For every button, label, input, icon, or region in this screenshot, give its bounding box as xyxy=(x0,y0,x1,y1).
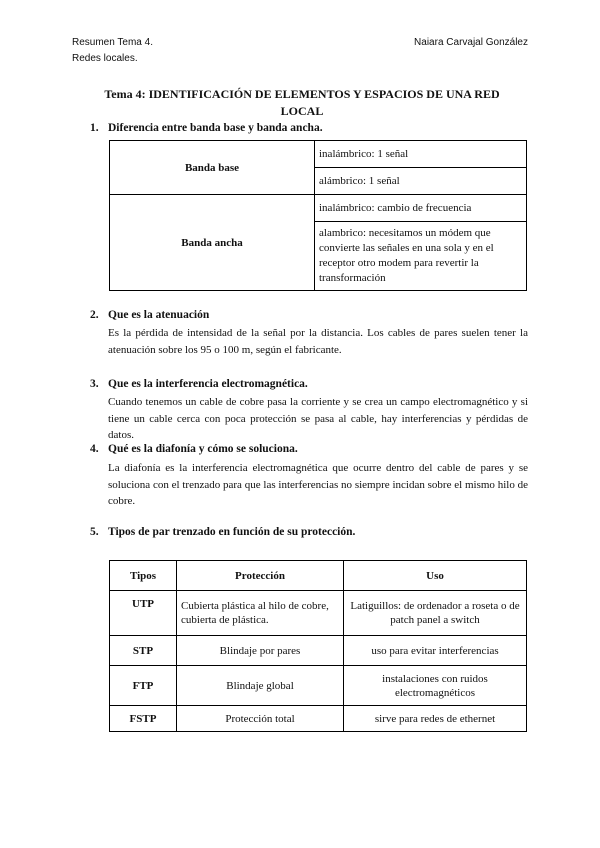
table-header-row xyxy=(110,561,527,591)
section-number: 3. xyxy=(90,378,99,390)
header-author: Naiara Carvajal González xyxy=(414,37,528,48)
section-3-text: Cuando tenemos un cable de cobre pasa la corriente y se crea un campo electromagnético y si tiene un cable cerca con poca protección se pasa al cable, hay interferencias y pérdidas de datos. xyxy=(108,396,528,441)
proteccion-cell: Blindaje global xyxy=(177,666,344,706)
section-title: Que es la atenuación xyxy=(108,309,210,321)
column-header: Uso xyxy=(344,561,527,591)
section-title: Tipos de par trenzado en función de su protección. xyxy=(108,526,356,538)
tipo-cell: STP xyxy=(110,636,177,666)
section-1-heading xyxy=(90,122,323,134)
section-4-text: La diafonía es la interferencia electromagnética que ocurre dentro del cable de pares y se soluciona con el trenzado para que las interferencias no siempre incidan sobre el mismo hilo de cobre. xyxy=(108,462,528,507)
proteccion-cell: Cubierta plástica al hilo de cobre, cubierta de plástica. xyxy=(177,591,344,636)
section-number: 5. xyxy=(90,526,99,538)
table-row xyxy=(110,706,527,732)
table-row xyxy=(110,666,527,706)
table-row xyxy=(110,195,527,222)
banda-ancha-label: Banda ancha xyxy=(110,195,315,291)
table-row xyxy=(110,591,527,636)
section-number: 1. xyxy=(90,122,99,134)
par-trenzado-table xyxy=(109,560,527,732)
column-header: Protección xyxy=(177,561,344,591)
banda-base-item: inalámbrico: 1 señal xyxy=(315,141,527,168)
section-number: 2. xyxy=(90,309,99,321)
section-number: 4. xyxy=(90,443,99,455)
section-2-text: Es la pérdida de intensidad de la señal por la distancia. Los cables de pares suelen tener la atenuación sobre los 95 o 100 m, según el fabricante. xyxy=(108,327,528,356)
column-header: Tipos xyxy=(110,561,177,591)
section-2-heading xyxy=(90,309,209,321)
section-title: Diferencia entre banda base y banda ancha. xyxy=(108,122,323,134)
table-row xyxy=(110,636,527,666)
section-title: Que es la interferencia electromagnética. xyxy=(108,378,308,390)
section-title: Qué es la diafonía y cómo se soluciona. xyxy=(108,443,298,455)
header-left-line1: Resumen Tema 4. xyxy=(72,37,153,48)
proteccion-cell: Blindaje por pares xyxy=(177,636,344,666)
banda-table xyxy=(109,140,527,291)
uso-cell: sirve para redes de ethernet xyxy=(344,706,527,732)
header-left-line2: Redes locales. xyxy=(72,53,138,64)
title-line1: Tema 4: IDENTIFICACIÓN DE ELEMENTOS Y ESPACIOS DE UNA RED xyxy=(104,87,500,101)
banda-base-label: Banda base xyxy=(110,141,315,195)
section-4-heading xyxy=(90,443,298,455)
banda-ancha-item: alambrico: necesitamos un módem que convierte las señales en una sola y en el receptor otro modem para revertir la transformación xyxy=(315,222,527,291)
section-3-heading xyxy=(90,378,308,390)
proteccion-cell: Protección total xyxy=(177,706,344,732)
banda-ancha-item: inalámbrico: cambio de frecuencia xyxy=(315,195,527,222)
uso-cell: uso para evitar interferencias xyxy=(344,636,527,666)
table-row xyxy=(110,141,527,168)
page-title xyxy=(72,86,532,120)
banda-base-item: alámbrico: 1 señal xyxy=(315,168,527,195)
uso-cell: instalaciones con ruidos electromagnéticos xyxy=(344,666,527,706)
uso-cell: Latiguillos: de ordenador a roseta o de patch panel a switch xyxy=(344,591,527,636)
tipo-cell: FTP xyxy=(110,666,177,706)
title-line2: LOCAL xyxy=(280,104,324,118)
section-5-heading xyxy=(90,526,355,538)
tipo-cell: FSTP xyxy=(110,706,177,732)
tipo-cell: UTP xyxy=(110,591,177,636)
